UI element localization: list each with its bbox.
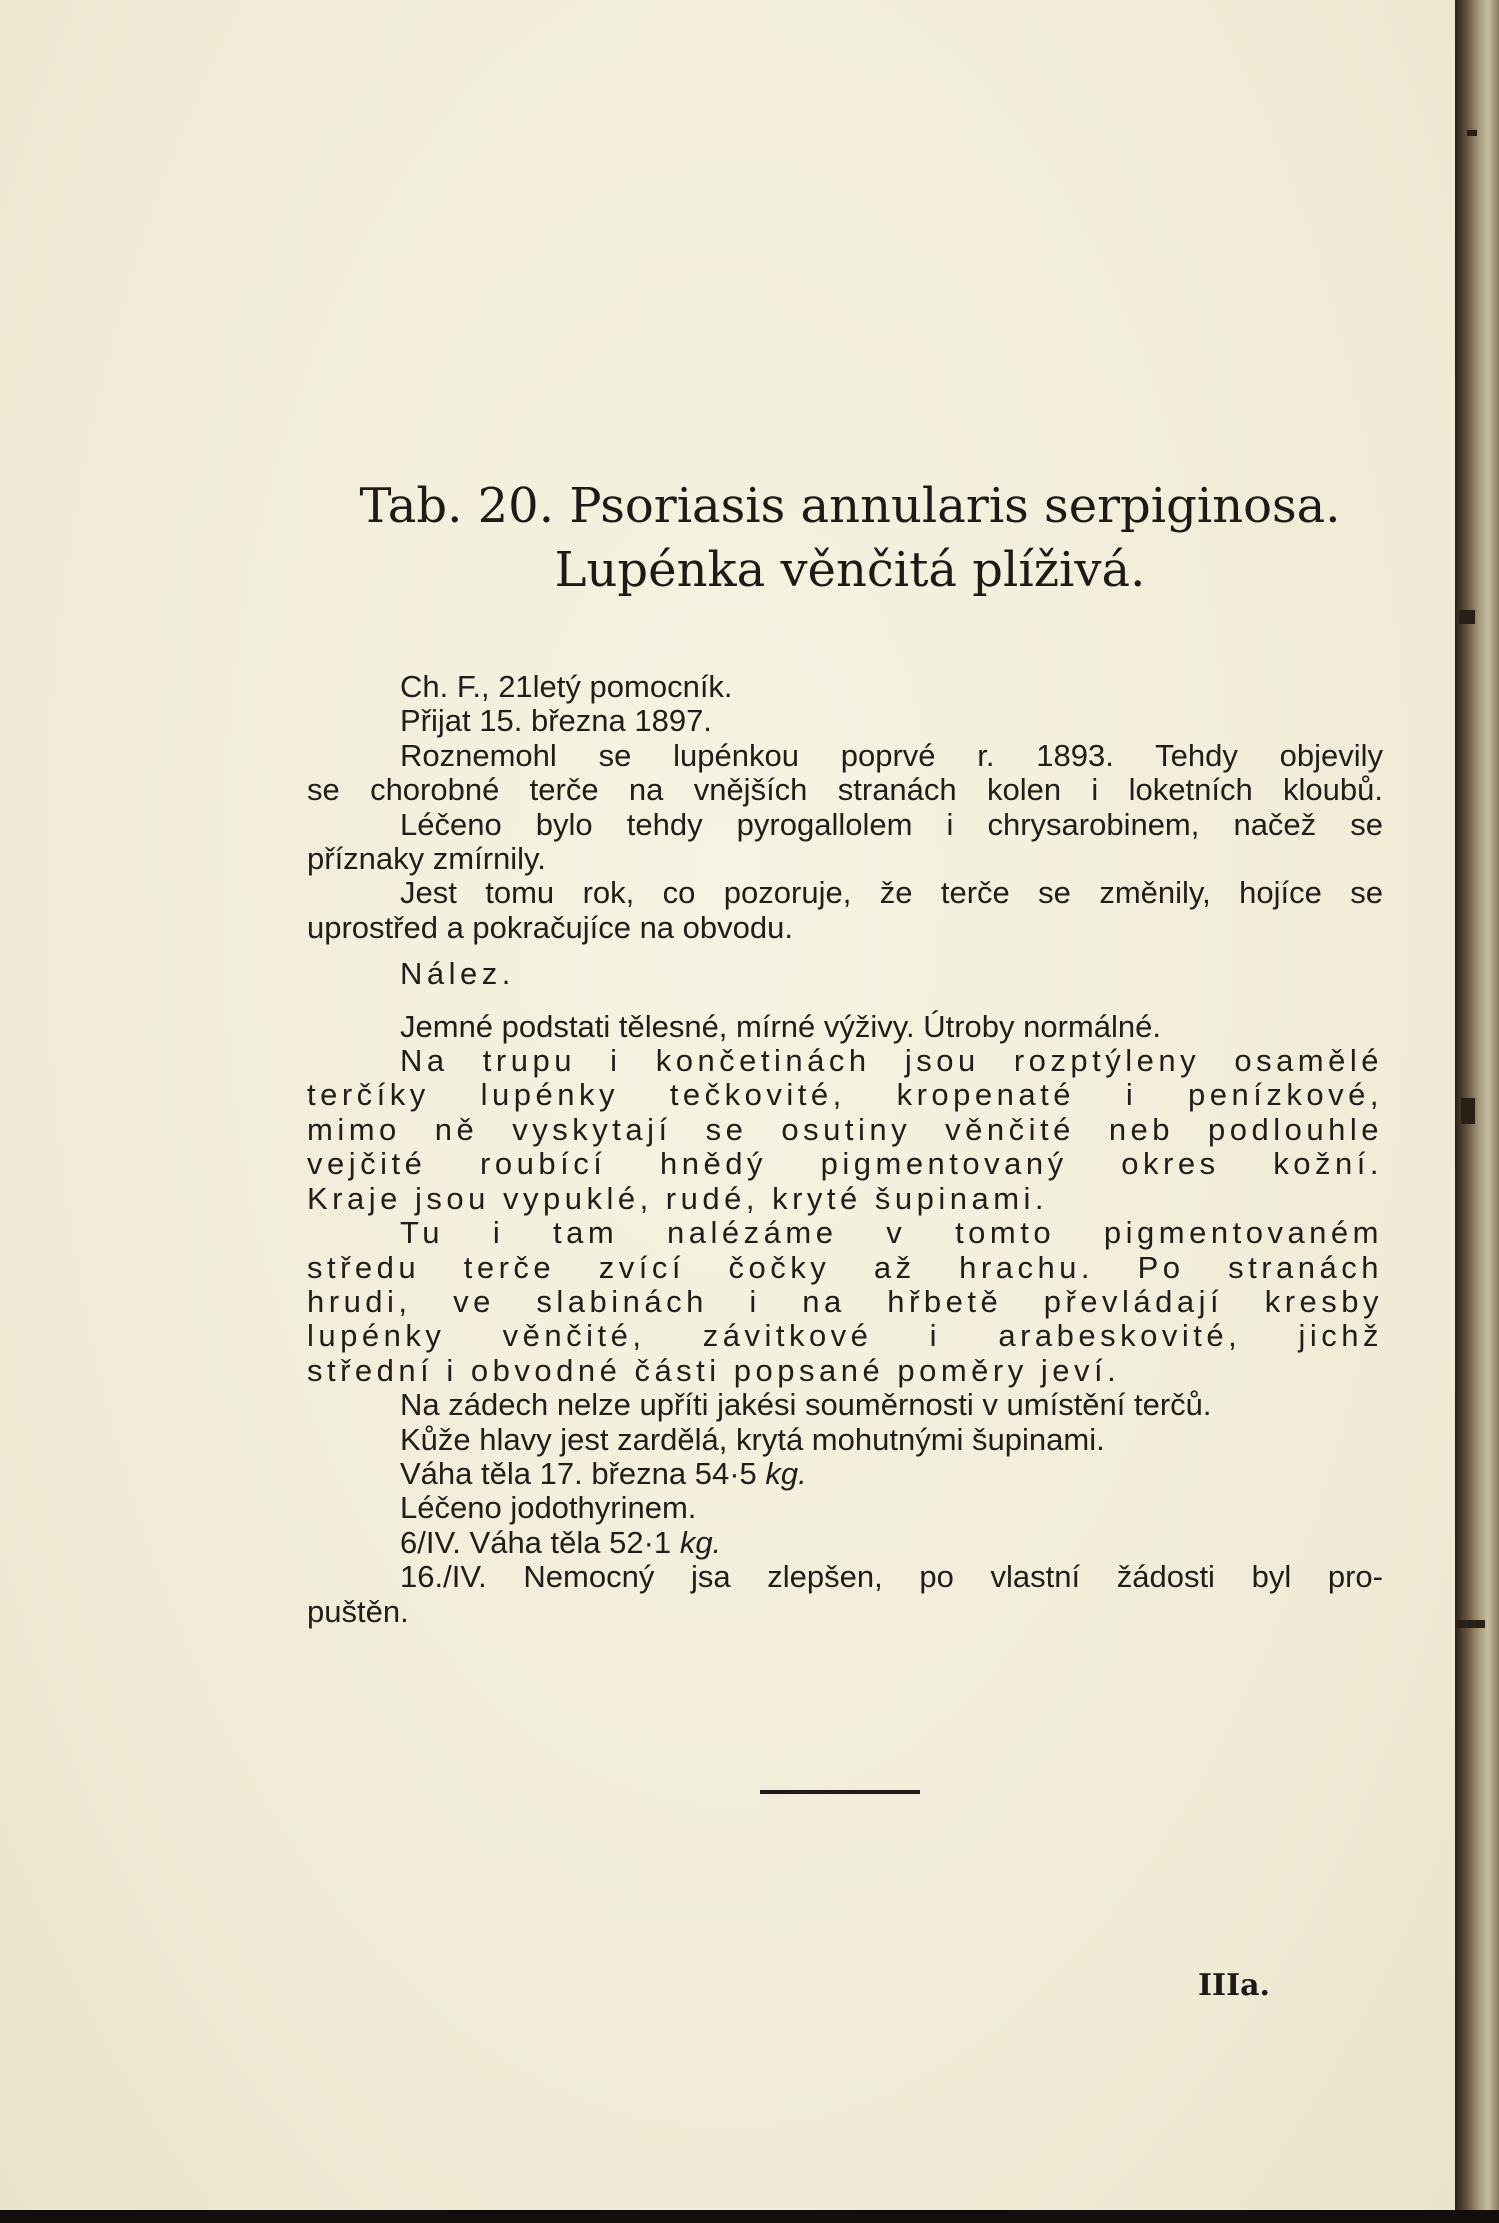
finding-paragraph-5: Kůže hlavy jest zardělá, krytá mohutnými šupinami.	[400, 1421, 1105, 1457]
plate-title-czech: Lupénka věnčitá plíživá.	[554, 542, 1146, 598]
text-line: Na trupu i končetinách jsou rozptýleny osamělé	[400, 1043, 1383, 1079]
text-line: Léčeno bylo tehdy pyrogallolem i chrysarobinem, načež se	[400, 806, 1383, 842]
text-line: Jest tomu rok, co pozoruje, že terče se změnily, hojíce se	[400, 875, 1383, 911]
weight-text: 6/IV. Váha těla 52·1	[400, 1524, 672, 1560]
weight-unit: kg.	[765, 1455, 807, 1491]
text-line: puštěn.	[307, 1593, 409, 1629]
finding-heading: Nález.	[400, 956, 515, 992]
text-line: mimo ně vyskytají se osutiny věnčité neb podlouhle	[307, 1111, 1383, 1147]
text-line: středu terče zvící čočky až hrachu. Po stranách	[307, 1249, 1383, 1285]
treatment-line: Léčeno jodothyrinem.	[400, 1490, 697, 1526]
text-line: 16./IV. Nemocný jsa zlepšen, po vlastní žádosti byl pro-	[400, 1559, 1383, 1595]
history-paragraph-3	[307, 876, 1383, 945]
finding-paragraph-1: Jemné podstati tělesné, mírné výživy. Útroby normálné.	[400, 1008, 1161, 1044]
text-line: se chorobné terče na vnějších stranách kolen i loketních kloubů.	[307, 772, 1383, 808]
text-line: terčíky lupénky tečkovité, kropenaté i penízkové,	[307, 1077, 1383, 1113]
section-divider	[760, 1790, 920, 1794]
text-line: vejčité roubící hnědý pigmentovaný okres kožní.	[307, 1146, 1383, 1182]
text-line: Tu i tam nalézáme v tomto pigmentovaném	[400, 1215, 1383, 1251]
text-line: příznaky zmírnily.	[307, 841, 546, 877]
plate-label: IIIa.	[1198, 1968, 1270, 2003]
finding-paragraph-3	[307, 1216, 1383, 1388]
text-line: lupénky věnčité, závitkové i arabeskovité, jichž	[307, 1318, 1383, 1354]
weight-line-2	[307, 1526, 1383, 1560]
text-line: uprostřed a pokračujíce na obvodu.	[307, 909, 793, 945]
weight-line-1	[307, 1457, 1383, 1491]
patient-line: Ch. F., 21letý pomocník.	[400, 669, 733, 704]
text-line: Kraje jsou vypuklé, rudé, kryté šupinami.	[307, 1180, 1049, 1216]
book-spine-edge	[1455, 0, 1499, 2223]
finding-paragraph-4: Na zádech nelze upříti jakési souměrnosti v umístění terčů.	[400, 1387, 1212, 1423]
history-paragraph-1	[307, 739, 1383, 808]
finding-paragraph-2	[307, 1044, 1383, 1216]
admission-line: Přijat 15. března 1897.	[400, 703, 712, 739]
case-report	[307, 670, 1383, 1629]
text-line: hrudi, ve slabinách i na hřbetě převládají kresby	[307, 1283, 1383, 1319]
weight-unit: kg.	[679, 1524, 722, 1560]
discharge-paragraph	[307, 1560, 1383, 1629]
history-paragraph-2	[307, 808, 1383, 877]
text-line: Roznemohl se lupénkou poprvé r. 1893. Tehdy objevily	[400, 737, 1383, 773]
text-line: střední i obvodné části popsané poměry jeví.	[307, 1352, 1121, 1388]
scan-bottom-border	[0, 2210, 1499, 2223]
weight-text: Váha těla 17. března 54·5	[400, 1455, 757, 1491]
plate-title-latin: Tab. 20. Psoriasis annularis serpiginosa.	[359, 478, 1341, 534]
